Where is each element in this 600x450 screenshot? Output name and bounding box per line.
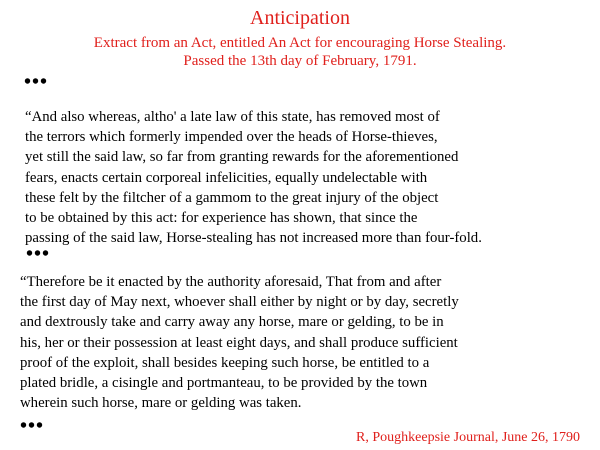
subtitle-line-1: Extract from an Act, entitled An Act for encouraging Horse Stealing. <box>93 35 507 51</box>
paragraph-line: the first day of May next, whoever shall either by night or by day, secretly <box>20 294 459 311</box>
paragraph-line: plated bridle, a cisingle and portmanteau, to be provided by the town <box>20 375 428 392</box>
ellipsis-marker: ••• <box>20 415 45 437</box>
paragraph-line: these felt by the filtcher of a gammom to the great injury of the object <box>25 189 439 206</box>
subtitle-line-2: Passed the 13th day of February, 1791. <box>183 53 417 69</box>
ellipsis-marker: ••• <box>24 71 49 93</box>
paragraph-line: proof of the exploit, shall besides keeping such horse, be entitled to a <box>20 354 430 371</box>
ellipsis-marker: ••• <box>26 243 51 265</box>
paragraph-line: and dextrously take and carry away any horse, mare or gelding, to be in <box>20 314 444 331</box>
quote-paragraph-1 <box>25 107 482 248</box>
quote-paragraph-2 <box>20 272 459 413</box>
page-title: Anticipation <box>250 7 350 29</box>
paragraph-line: the terrors which formerly impended over the heads of Horse-thieves, <box>25 129 438 146</box>
paragraph-line: his, her or their possession at least eight days, and shall produce sufficient <box>20 334 458 351</box>
source-attribution: R, Poughkeepsie Journal, June 26, 1790 <box>356 430 580 445</box>
paragraph-line: fears, enacts certain corporeal infelicities, equally undelectable with <box>25 169 428 186</box>
paragraph-line: yet still the said law, so far from granting rewards for the aforementioned <box>25 149 459 166</box>
paragraph-line: wherein such horse, mare or gelding was taken. <box>20 395 302 412</box>
paragraph-line: “Therefore be it enacted by the authority aforesaid, That from and after <box>20 274 442 290</box>
paragraph-line: to be obtained by this act: for experience has shown, that since the <box>25 210 418 227</box>
paragraph-line: “And also whereas, altho' a late law of this state, has removed most of <box>25 109 440 125</box>
paragraph-line: passing of the said law, Horse-stealing has not increased more than four-fold. <box>25 230 482 247</box>
